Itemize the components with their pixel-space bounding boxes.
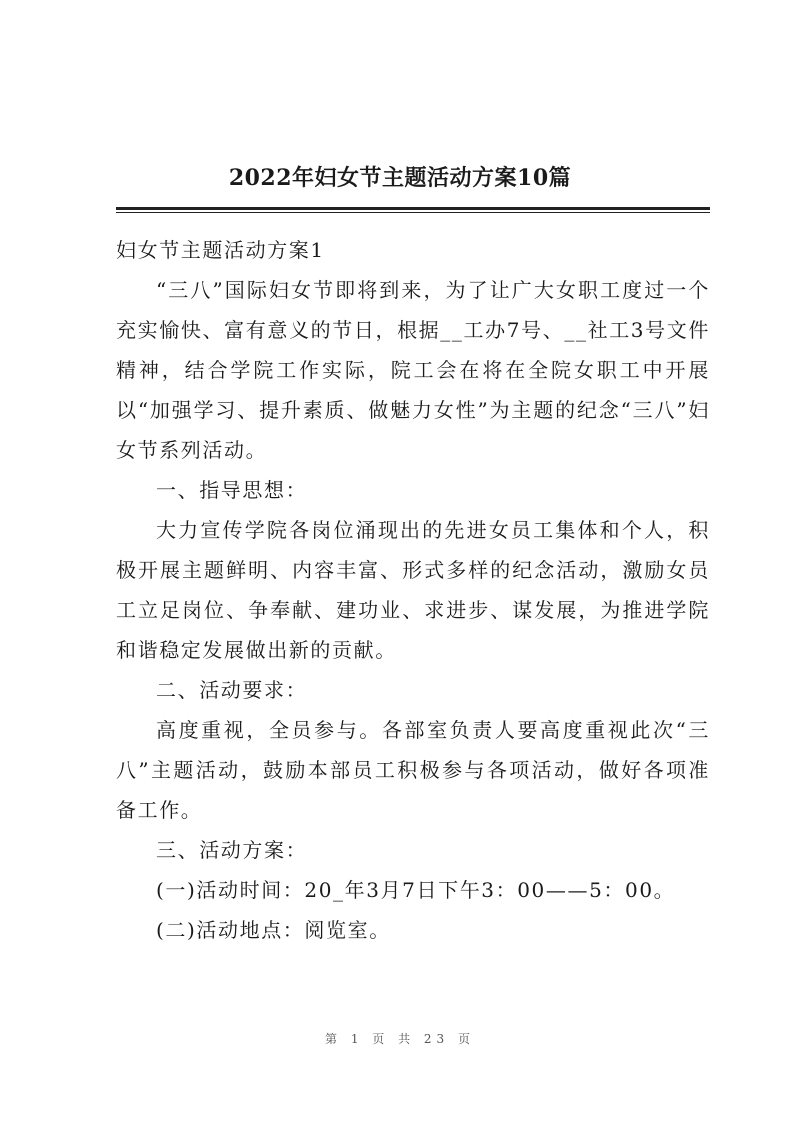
plan-item-time: (一)活动时间：20_年3月7日下午3：00——5：00。 xyxy=(156,878,676,902)
subheading-plan: 三、活动方案： xyxy=(156,838,308,862)
plan-item-location: (二)活动地点：阅览室。 xyxy=(156,918,391,942)
page-number-footer: 第 1 页 共 23 页 xyxy=(325,1032,475,1046)
title-divider xyxy=(116,207,710,213)
paragraph: 高度重视，全员参与。各部室负责人要高度重视此次“三八”主题活动，鼓励本部员工积极参与各项活动，做好各项准备工作。 xyxy=(116,718,710,822)
paragraph: “三八”国际妇女节即将到来，为了让广大女职工度过一个充实愉快、富有意义的节日，根据__工办7号、__社工3号文件精神，结合学院工作实际，院工会在将在全院女职工中开展以“加强学习、提升素质、做魅力女性”为主题的纪念“三八”妇女节系列活动。 xyxy=(116,278,710,462)
document-body xyxy=(116,230,710,950)
paragraph: 大力宣传学院各岗位涌现出的先进女员工集体和个人，积极开展主题鲜明、内容丰富、形式多样的纪念活动，激励女员工立足岗位、争奉献、建功业、求进步、谋发展，为推进学院和谐稳定发展做出新的贡献。 xyxy=(116,518,710,662)
section-heading: 妇女节主题活动方案1 xyxy=(116,238,325,262)
document-title: 2022年妇女节主题活动方案10篇 xyxy=(228,165,572,191)
subheading-guiding-thought: 一、指导思想： xyxy=(156,478,308,502)
subheading-requirements: 二、活动要求： xyxy=(156,678,308,702)
